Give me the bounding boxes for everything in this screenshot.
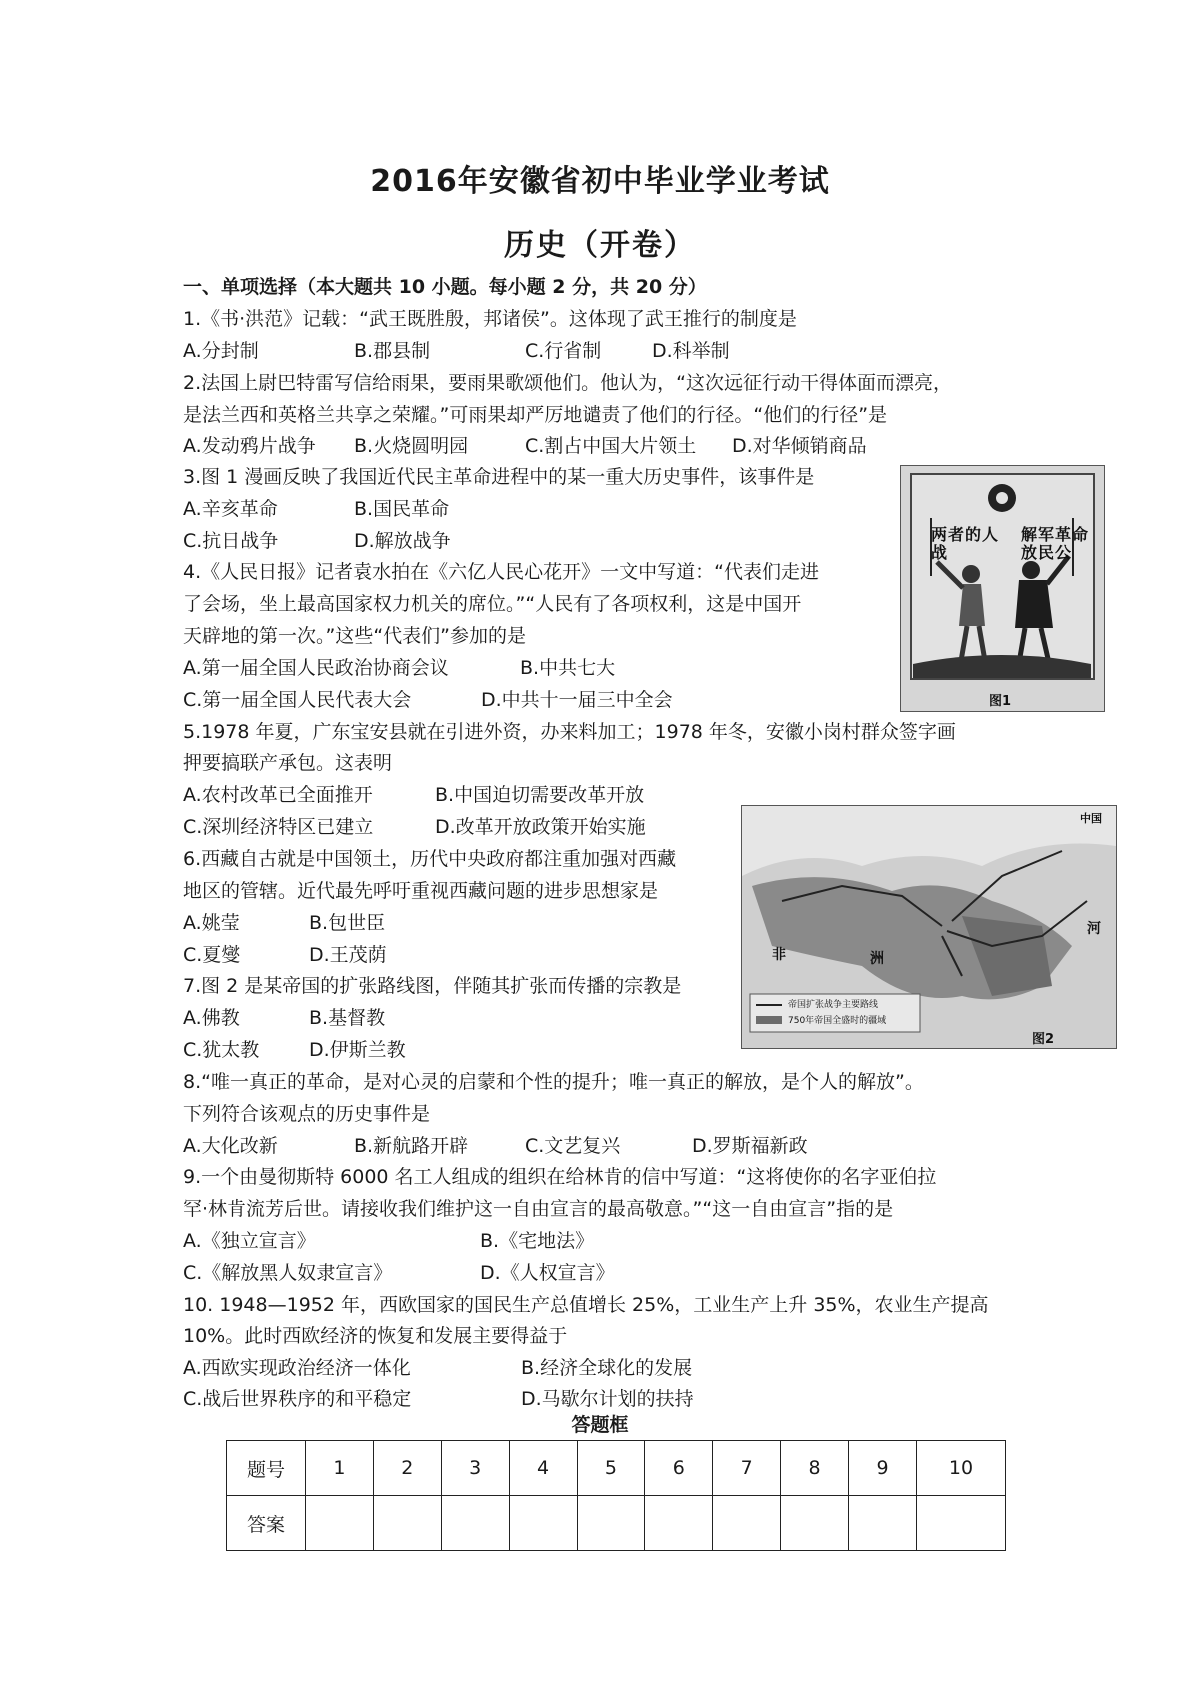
question-8-text: 8.“唯一真正的革命，是对心灵的启蒙和个性的提升；唯一真正的解放，是个人的解放”。: [183, 1071, 924, 1093]
answer-cell[interactable]: [713, 1496, 781, 1551]
option-c[interactable]: C.夏燮: [183, 944, 241, 966]
map-label-africa: 非: [772, 947, 786, 963]
question-1-options: [183, 339, 983, 363]
cartoon-illustration: [901, 466, 1104, 711]
option-c[interactable]: C.抗日战争: [183, 530, 279, 552]
question-4-text: 了会场，坐上最高国家权力机关的席位。”“人民有了各项权利，这是中国开: [183, 593, 802, 615]
answer-cell[interactable]: [441, 1496, 509, 1551]
number-cell: 2: [373, 1441, 441, 1496]
option-b[interactable]: B.《宅地法》: [480, 1230, 595, 1252]
question-9-options-row1: [183, 1229, 883, 1253]
option-b[interactable]: B.郡县制: [354, 340, 431, 362]
question-5-options-row1: [183, 783, 743, 807]
number-cell: 8: [781, 1441, 849, 1496]
option-a[interactable]: A.分封制: [183, 340, 259, 362]
question-9-text: 9.一个由曼彻斯特 6000 名工人组成的组织在给林肯的信中写道：“这将使你的名字亚伯拉: [183, 1166, 937, 1188]
question-5-text: 押要搞联产承包。这表明: [183, 752, 393, 774]
option-b[interactable]: B.火烧圆明园: [354, 435, 469, 457]
option-a[interactable]: A.大化改新: [183, 1135, 278, 1157]
question-6-options-row2: [183, 943, 583, 967]
option-d[interactable]: D.科举制: [652, 340, 730, 362]
option-c[interactable]: C.《解放黑人奴隶宣言》: [183, 1262, 393, 1284]
answer-table: [226, 1440, 1006, 1551]
question-3-options-row2: [183, 529, 783, 553]
option-b[interactable]: B.基督教: [309, 1007, 386, 1029]
option-d[interactable]: D.改革开放政策开始实施: [435, 816, 646, 838]
number-cell: 7: [713, 1441, 781, 1496]
question-9-options-row2: [183, 1261, 883, 1285]
question-2-text: 是法兰西和英格兰共享之荣耀。”可雨果却严厉地谴责了他们的行径。“他们的行径”是: [183, 404, 888, 426]
number-cell: 6: [645, 1441, 713, 1496]
section-heading: 一、单项选择（本大题共 10 小题。每小题 2 分，共 20 分）: [183, 276, 707, 298]
map-legend-territory: 750年帝国全盛时的疆域: [788, 1016, 887, 1026]
question-6-text: 地区的管辖。近代最先呼吁重视西藏问题的进步思想家是: [183, 880, 659, 902]
answer-cell[interactable]: [577, 1496, 645, 1551]
answer-cell[interactable]: [917, 1496, 1006, 1551]
question-4-text: 4.《人民日报》记者袁水拍在《六亿人民心花开》一文中写道：“代表们走进: [183, 561, 819, 583]
exam-subtitle: 历史（开卷）: [504, 228, 696, 263]
option-d[interactable]: D.罗斯福新政: [692, 1135, 808, 1157]
option-b[interactable]: B.中国迫切需要改革开放: [435, 784, 645, 806]
option-a[interactable]: A.西欧实现政治经济一体化: [183, 1357, 411, 1379]
map-illustration: [742, 806, 1116, 1048]
map-label-china: 中国: [1080, 812, 1102, 825]
option-b[interactable]: B.国民革命: [354, 498, 450, 520]
question-1-text: 1.《书·洪范》记载：“武王既胜殷，邦诸侯”。这体现了武王推行的制度是: [183, 308, 797, 330]
question-6-options-row1: [183, 911, 583, 935]
number-cell: 9: [849, 1441, 917, 1496]
option-a[interactable]: A.《独立宣言》: [183, 1230, 316, 1252]
map-label-river: 河: [1087, 921, 1101, 937]
figure-1-caption: 图1: [989, 694, 1012, 709]
option-a[interactable]: A.姚莹: [183, 912, 240, 934]
answer-cell[interactable]: [645, 1496, 713, 1551]
answer-cell[interactable]: [306, 1496, 374, 1551]
question-8-options: [183, 1134, 983, 1158]
answer-cell[interactable]: [781, 1496, 849, 1551]
option-d[interactable]: D.中共十一届三中全会: [481, 689, 673, 711]
question-8-text: 下列符合该观点的历史事件是: [183, 1103, 431, 1125]
option-a[interactable]: A.第一届全国人民政治协商会议: [183, 657, 449, 679]
question-5-options-row2: [183, 815, 743, 839]
figure-1-cartoon: [900, 465, 1105, 712]
answer-cell[interactable]: [509, 1496, 577, 1551]
question-5-text: 5.1978 年夏，广东宝安县就在引进外资，办来料加工；1978 年冬，安徽小岗村群众签字画: [183, 721, 956, 743]
figure-2-caption: 图2: [1032, 1032, 1055, 1047]
option-c[interactable]: C.割占中国大片领土: [525, 435, 697, 457]
option-a[interactable]: A.发动鸦片战争: [183, 435, 316, 457]
option-c[interactable]: C.文艺复兴: [525, 1135, 621, 1157]
cartoon-banner-left: 两者的人 战: [931, 525, 1000, 562]
option-a[interactable]: A.辛亥革命: [183, 498, 278, 520]
answer-box-title: 答题框: [571, 1414, 629, 1436]
number-cell: 4: [509, 1441, 577, 1496]
cartoon-banner-right: 解军革命 放民公: [1021, 525, 1090, 562]
answer-table-number-row: [227, 1441, 1006, 1496]
question-4-options-row1: [183, 656, 883, 680]
question-7-text: 7.图 2 是某帝国的扩张路线图，伴随其扩张而传播的宗教是: [183, 975, 682, 997]
number-cell: 5: [577, 1441, 645, 1496]
question-2-text: 2.法国上尉巴特雷写信给雨果，要雨果歌颂他们。他认为，“这次远征行动干得体面而漂亮，: [183, 372, 952, 394]
question-3-text: 3.图 1 漫画反映了我国近代民主革命进程中的某一重大历史事件，该事件是: [183, 466, 815, 488]
map-legend-routes: 帝国扩张战争主要路线: [788, 1000, 879, 1010]
question-10-options-row2: [183, 1387, 883, 1411]
question-4-text: 天辟地的第一次。”这些“代表们”参加的是: [183, 625, 527, 647]
number-cell: 1: [306, 1441, 374, 1496]
option-c[interactable]: C.犹太教: [183, 1039, 260, 1061]
option-d[interactable]: D.王茂荫: [309, 944, 387, 966]
answer-cell[interactable]: [373, 1496, 441, 1551]
question-10-text: 10. 1948—1952 年，西欧国家的国民生产总值增长 25%，工业生产上升 35%，农业生产提高: [183, 1294, 989, 1316]
option-c[interactable]: C.战后世界秩序的和平稳定: [183, 1388, 412, 1410]
option-b[interactable]: B.新航路开辟: [354, 1135, 469, 1157]
answer-cell[interactable]: [849, 1496, 917, 1551]
option-c[interactable]: C.行省制: [525, 340, 602, 362]
option-d[interactable]: D.马歇尔计划的扶持: [521, 1388, 694, 1410]
question-7-options-row1: [183, 1006, 583, 1030]
option-b[interactable]: B.包世臣: [309, 912, 386, 934]
question-4-options-row2: [183, 688, 883, 712]
option-b[interactable]: B.经济全球化的发展: [521, 1357, 693, 1379]
option-a[interactable]: A.农村改革已全面推开: [183, 784, 373, 806]
question-10-options-row1: [183, 1356, 883, 1380]
option-a[interactable]: A.佛教: [183, 1007, 240, 1029]
option-d[interactable]: D.对华倾销商品: [732, 435, 867, 457]
option-c[interactable]: C.第一届全国人民代表大会: [183, 689, 412, 711]
answer-label-cell: 答案: [227, 1496, 306, 1551]
figure-2-map: [741, 805, 1117, 1049]
question-10-text: 10%。此时西欧经济的恢复和发展主要得益于: [183, 1325, 568, 1347]
question-6-text: 6.西藏自古就是中国领土，历代中央政府都注重加强对西藏: [183, 848, 677, 870]
question-7-options-row2: [183, 1038, 583, 1062]
option-d[interactable]: D.伊斯兰教: [309, 1039, 406, 1061]
number-label-cell: 题号: [227, 1441, 306, 1496]
map-label-zhou: 洲: [870, 951, 884, 967]
exam-title: 2016年安徽省初中毕业学业考试: [370, 164, 830, 199]
option-b[interactable]: B.中共七大: [520, 657, 616, 679]
number-cell: 10: [917, 1441, 1006, 1496]
number-cell: 3: [441, 1441, 509, 1496]
question-9-text: 罕·林肯流芳后世。请接收我们维护这一自由宣言的最高敬意。”“这一自由宣言”指的是: [183, 1198, 894, 1220]
question-2-options: [183, 434, 983, 458]
answer-table-answer-row: [227, 1496, 1006, 1551]
question-3-options-row1: [183, 497, 783, 521]
option-c[interactable]: C.深圳经济特区已建立: [183, 816, 374, 838]
option-d[interactable]: D.解放战争: [354, 530, 451, 552]
option-d[interactable]: D.《人权宣言》: [480, 1262, 615, 1284]
